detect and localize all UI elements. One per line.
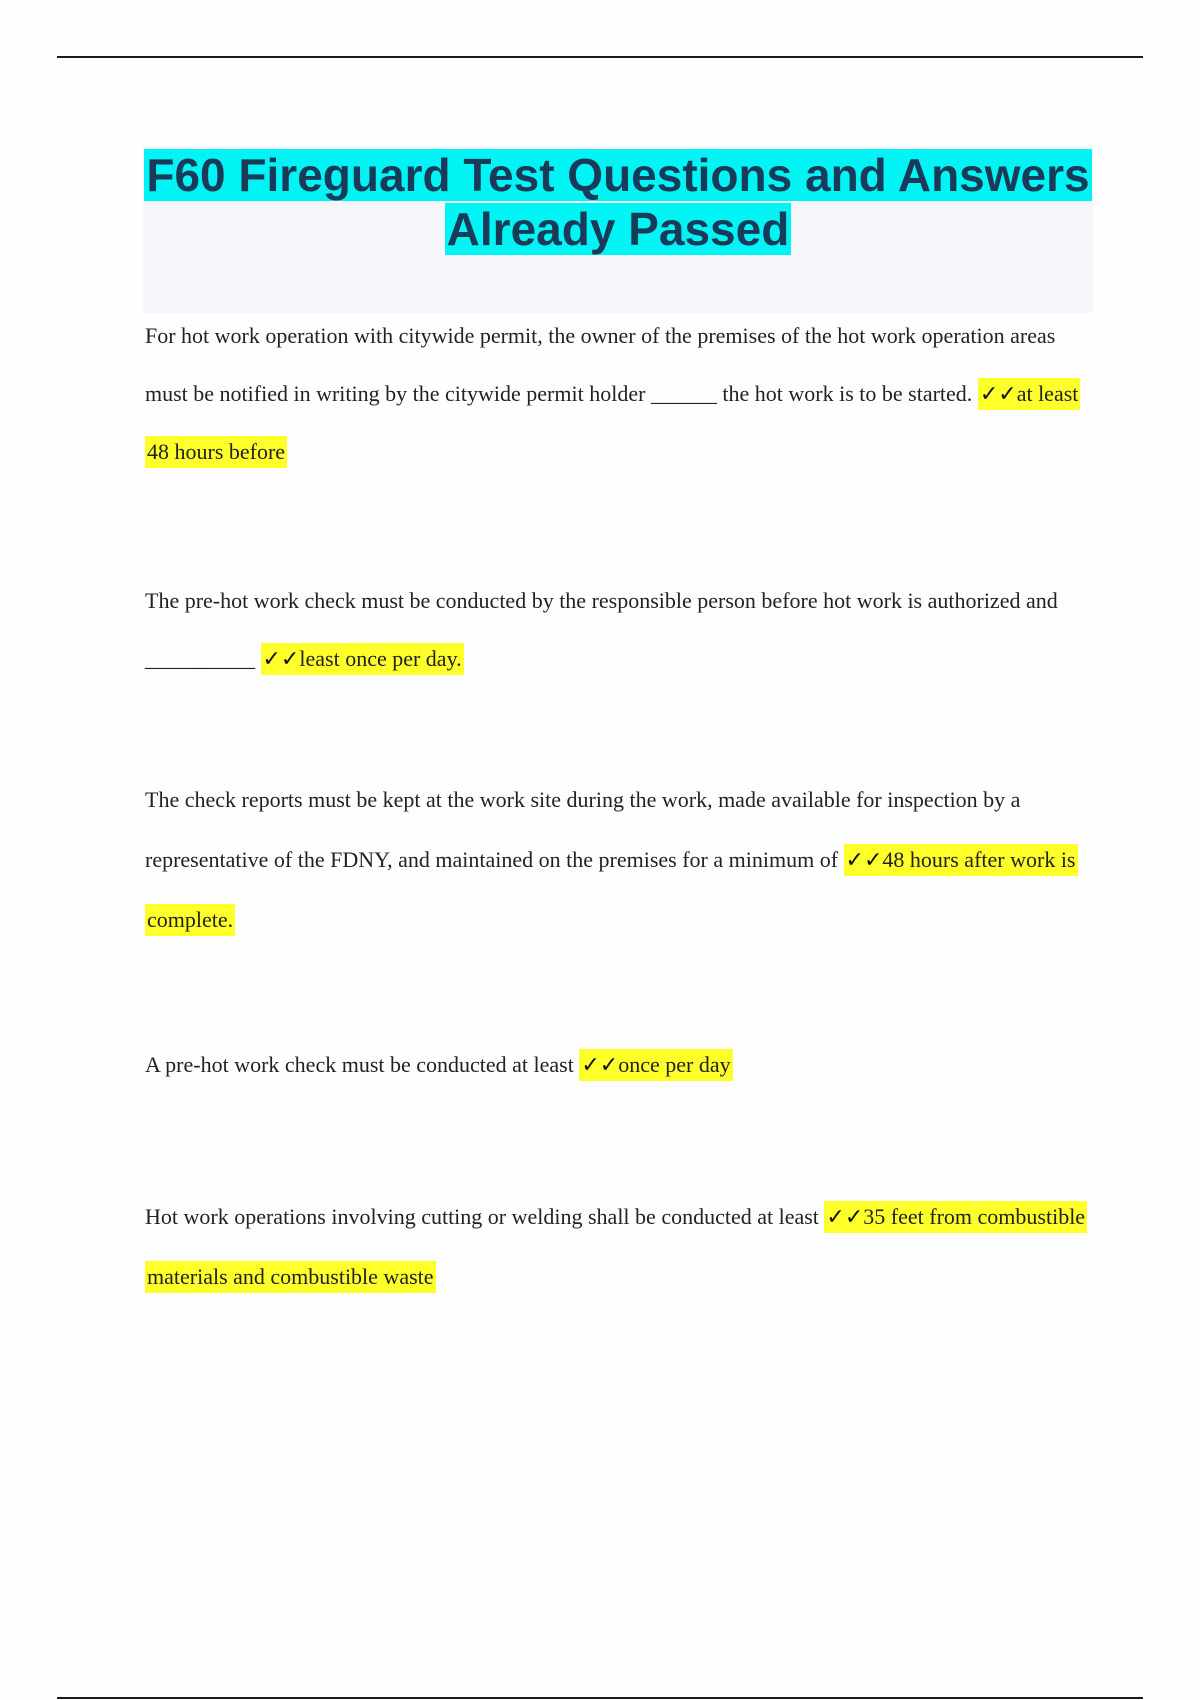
answer-highlight (261, 643, 464, 675)
check-mark-icon: ✓✓ (979, 381, 1017, 406)
footer-rule (57, 1697, 1143, 1699)
check-mark-icon: ✓✓ (845, 847, 883, 872)
qa-item (145, 1036, 1095, 1094)
question-text: The check reports must be kept at the work site during the work, made available for inspection by a representative of the FDNY, and maintained on the premises for a minimum of (145, 787, 1021, 872)
question-text: For hot work operation with citywide permit, the owner of the premises of the hot work operation areas must be notified in writing by the citywide permit holder ______ the hot work is to be started. (145, 323, 1056, 406)
answer-text: least once per day. (299, 646, 462, 671)
answer-text: 35 feet from combustible materials and combustible waste (147, 1204, 1086, 1289)
header-rule (57, 56, 1143, 58)
page-title (143, 148, 1093, 256)
question-text: Hot work operations involving cutting or welding shall be conducted at least (145, 1204, 819, 1229)
qa-item (145, 307, 1095, 481)
answer-text: 48 hours after work is complete. (147, 847, 1076, 932)
title-highlight: F60 Fireguard Test Questions and Answers Already Passed (146, 149, 1090, 255)
title-block (143, 145, 1093, 313)
qa-item (145, 1187, 1095, 1307)
check-mark-icon: ✓✓ (826, 1204, 864, 1229)
question-text: The pre-hot work check must be conducted by the responsible person before hot work is authorized and __________ (145, 588, 1058, 671)
check-mark-icon: ✓✓ (262, 646, 300, 671)
answer-text: once per day (618, 1052, 731, 1077)
answer-highlight (579, 1049, 732, 1081)
question-text: A pre-hot work check must be conducted at least (145, 1052, 574, 1077)
qa-item (145, 770, 1095, 950)
answer-text: at least 48 hours before (147, 381, 1079, 464)
qa-item (145, 572, 1095, 688)
check-mark-icon: ✓✓ (581, 1052, 619, 1077)
